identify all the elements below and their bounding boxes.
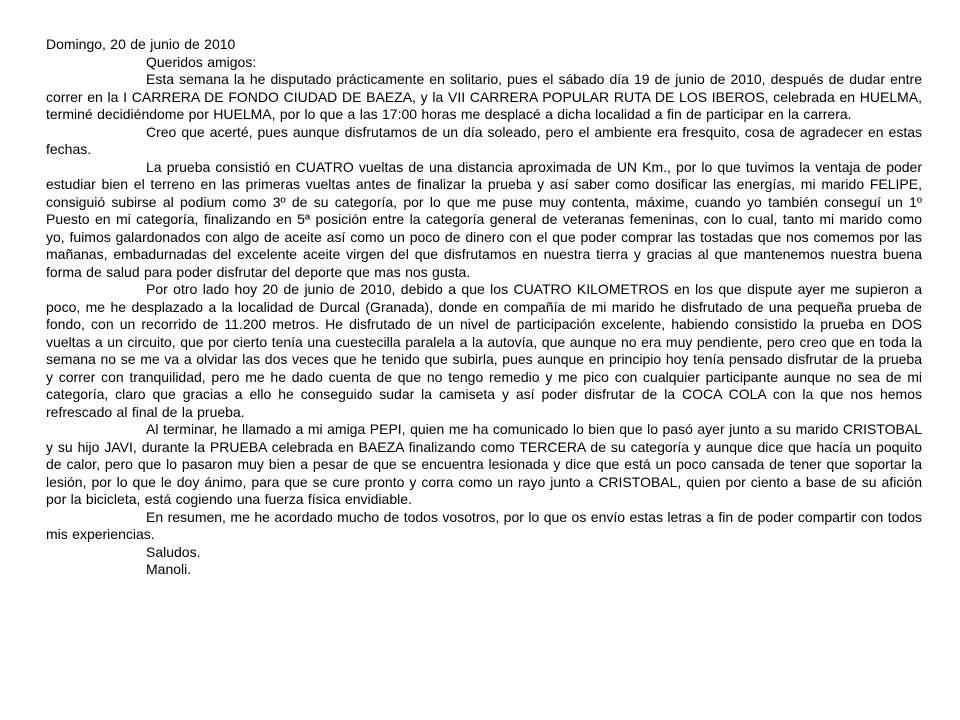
letter-closing: Saludos. bbox=[146, 543, 201, 560]
letter-date: Domingo, 20 de junio de 2010 bbox=[46, 36, 236, 52]
letter-paragraph-3: La prueba consistió en CUATRO vueltas de una distancia aproximada de UN Km., por lo que tuvimos la ventaja de poder estudiar bien el terreno en las primeras vueltas antes de finalizar la prueba y así saber como dosificar las energías, mi marido FELIPE, consiguió subirse al podium como 3º de su categoría, por lo que me puse muy contenta, máxime, cuando yo también conseguí un 1º Puesto en mi categoría, finalizando en 5ª posición entre la categoría general de veteranas femeninas, con lo cual, tanto mi marido como yo, fuimos galardonados con algo de aceite así como un poco de dinero con el que poder comprar las tostadas que nos comemos por las mañanas, embadurnadas del excelente aceite virgen del que disfrutamos en nuestra tierra y gracias al que mantenemos nuestra buena forma de salud para poder disfrutar del deporte que mas nos gusta. bbox=[46, 158, 922, 280]
letter-paragraph-5: Al terminar, he llamado a mi amiga PEPI, quien me ha comunicado lo bien que lo pasó ayer junto a su marido CRISTOBAL y su hijo JAVI, durante la PRUEBA celebrada en BAEZA finalizando como TERCERA de su categoría y aunque dice que hacía un poquito de calor, pero que lo pasaron muy bien a pesar de que se encuentra lesionada y dice que está un poco cansada de tener que soportar la lesión, por lo que le doy ánimo, para que se cure pronto y corra como un rayo junto a CRISTOBAL, quien por ciento a base de su afición por la bicicleta, está cogiendo una fuerza física envidiable. bbox=[46, 421, 922, 507]
letter-page bbox=[46, 36, 922, 579]
letter-paragraph-4: Por otro lado hoy 20 de junio de 2010, debido a que los CUATRO KILOMETROS en los que dispute ayer me supieron a poco, me he desplazado a la localidad de Durcal (Granada), donde en compañía de mi marido he disfrutado de una pequeña prueba de fondo, con un recorrido de 11.200 metros. He disfrutado de un nivel de participación excelente, habiendo consistido la prueba en DOS vueltas a un circuito, que por cierto tenía una cuestecilla paralela a la autovía, que aunque no era muy pendiente, pero creo que en toda la semana no se me va a olvidar las dos veces que he tenido que subirla, pues aunque en principio hoy tenía pensado disfrutar de la prueba y correr con tranquilidad, pero me he dado cuenta de que no tengo remedio y me pico con cualquier participante aunque no sea de mi categoría, claro que gracias a ello he conseguido sudar la camiseta y así poder disfrutar de la COCA COLA con la que nos hemos refrescado al final de la prueba. bbox=[46, 281, 922, 420]
letter-paragraph-2: Creo que acerté, pues aunque disfrutamos de un día soleado, pero el ambiente era fresquito, cosa de agradecer en estas fechas. bbox=[46, 123, 922, 157]
letter-paragraph-1: Esta semana la he disputado prácticamente en solitario, pues el sábado día 19 de junio de 2010, después de dudar entre correr en la I CARRERA DE FONDO CIUDAD DE BAEZA, y la VII CARRERA POPULAR RUTA DE LOS IBEROS, celebrada en HUELMA, terminé decidiéndome por HUELMA, por lo que a las 17:00 horas me desplacé a dicha localidad a fin de participar en la carrera. bbox=[46, 71, 922, 122]
letter-signature: Manoli. bbox=[146, 561, 192, 577]
letter-paragraph-6: En resumen, me he acordado mucho de todos vosotros, por lo que os envío estas letras a fin de poder compartir con todos mis experiencias. bbox=[46, 508, 922, 542]
letter-greeting: Queridos amigos: bbox=[146, 53, 257, 70]
